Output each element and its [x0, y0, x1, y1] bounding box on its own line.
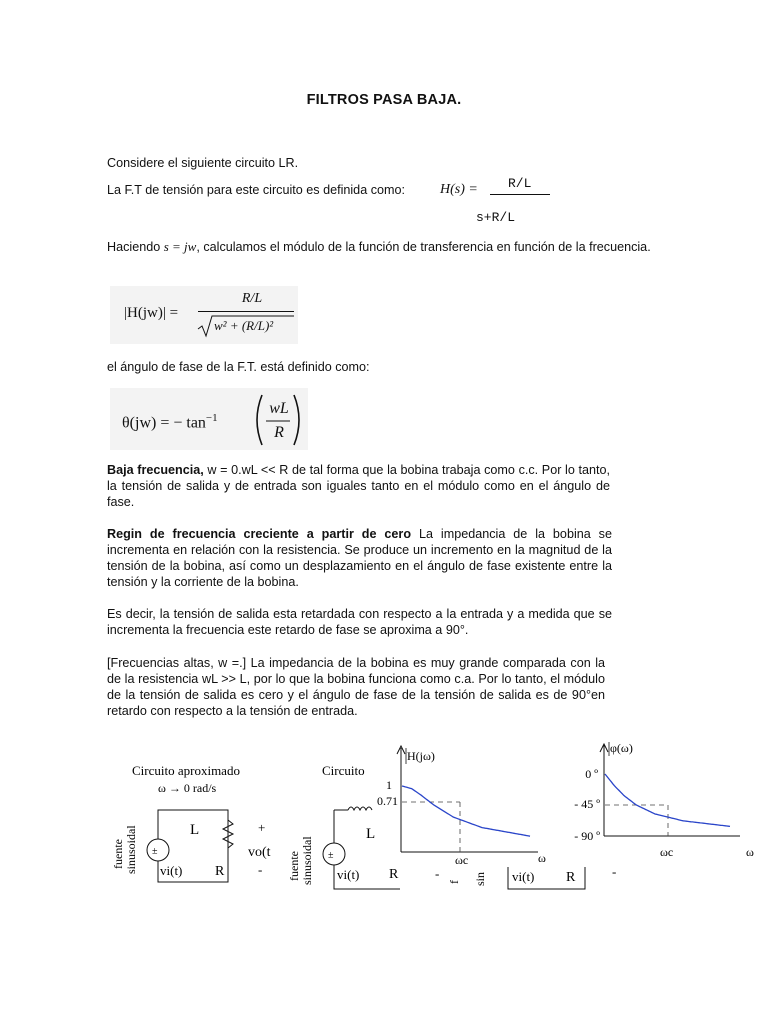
mag-tick-1: 1 — [386, 778, 392, 792]
hs-lhs: H(s) = — [440, 182, 478, 197]
vi-label-1: vi(t) — [160, 863, 183, 878]
paragraph-phase-delay: Es decir, la tensión de salida esta retardada con respecto a la entrada y a medida que se incrementa la frecuencia este retardo de fase se aproxima a 90°. — [107, 607, 612, 637]
inductor-label-1: L — [190, 822, 200, 838]
angle-text: el ángulo de fase de la F.T. está definido como: — [107, 360, 370, 374]
paragraph-low-freq: Baja frecuencia, w = 0.wL << R de tal forma que la bobina trabaja como c.c. Por lo tanto, la tensión de salida y de entrada son iguales tanto en el módulo como en el ángulo de fase. — [107, 463, 610, 509]
vo-label-1: vo(t — [248, 845, 271, 860]
modulus-formula — [110, 286, 298, 344]
phase-tick-45: - 45 º — [574, 797, 600, 811]
haciendo-text: Haciendo s = jw, calculamos el módulo de la función de transferencia en función de la frecuencia. — [107, 239, 651, 254]
fuente-label-2: fuente — [287, 851, 301, 881]
figure — [100, 734, 768, 896]
mag-wc-label: ωc — [455, 853, 469, 867]
theta-numerator: wL — [269, 400, 289, 417]
fuente-label-1: fuente — [111, 839, 125, 869]
mod-fraction-bar — [198, 311, 294, 312]
hs-fraction-bar — [490, 194, 550, 195]
theta-denominator: R — [274, 424, 284, 441]
mag-w-label: ω — [538, 851, 546, 865]
sinusoidal-label-1: sinusoidal — [124, 825, 138, 874]
mod-denominator: w² + (R/L)² — [214, 318, 274, 333]
vi-label-3: vi(t) — [512, 869, 535, 884]
phase-tick-90: - 90 º — [574, 829, 600, 843]
circuit-approx-title: Circuito aproximado — [132, 763, 240, 778]
circuit-approx-sub: ω → 0 rad/s — [158, 781, 217, 795]
minus-label-2: - — [435, 866, 440, 881]
vi-label-2: vi(t) — [337, 867, 360, 882]
intro-text: Considere el siguiente circuito LR. — [107, 156, 299, 170]
resistor-label-1: R — [215, 864, 225, 879]
resistor-label-3: R — [566, 870, 576, 885]
plus-label-1: + — [258, 820, 266, 835]
sinusoidal-label-2: sinusoidal — [300, 836, 314, 885]
svg-text:±: ± — [328, 850, 334, 861]
phase-label: φ(ω) — [610, 741, 633, 755]
minus-label-1: - — [258, 862, 263, 877]
circuit-2-title: Circuito — [322, 763, 365, 778]
inductor-label-2: L — [366, 826, 376, 842]
phase-tick-0: 0 º — [585, 767, 598, 781]
phase-w-label: ω — [746, 845, 754, 859]
mag-tick-071: 0.71 — [377, 794, 398, 808]
paragraph-high-freq: [Frecuencias altas, w =.] La impedancia de la bobina es muy grande comparada con la de la resistencia wL >> L, por lo que la bobina funciona como c.a. Por lo tanto, el módulo de la tensión de salida es cero y el ángulo de fase de la tensión de salida es de 90°en retardo con respecto a la tensión de entrada. — [107, 656, 605, 718]
hs-numerator: R/L — [508, 176, 532, 191]
paragraph-increasing-freq: Regin de frecuencia creciente a partir de cero La impedancia de la bobina se incrementa en relación con la resistencia. Se produce un incremento en la magnitud de la tensión de la bobina, así como un desplazamiento en el ángulo de fase existente entre la tensión y la corriente de la bobina. — [107, 527, 612, 589]
theta-formula — [110, 388, 308, 450]
theta-lhs: θ(jw) = − tan — [122, 414, 206, 432]
f-label: f — [447, 880, 461, 884]
svg-text:±: ± — [152, 846, 158, 857]
mod-numerator: R/L — [241, 291, 263, 306]
hs-denominator: s+R/L — [476, 210, 516, 225]
page-title: FILTROS PASA BAJA. — [306, 92, 462, 108]
mod-lhs: |H(jw)| = — [124, 305, 179, 321]
phase-wc-label: ωc — [660, 845, 674, 859]
theta-exp: −1 — [205, 412, 218, 424]
ft-text: La F.T de tensión para este circuito es definida como: — [107, 183, 405, 197]
resistor-label-2: R — [389, 867, 399, 882]
source-icon-2 — [323, 843, 345, 865]
source-icon-1 — [147, 839, 169, 861]
sin-label: sin — [473, 871, 487, 886]
minus-label-3: - — [612, 864, 617, 879]
mag-label: H(jω) — [407, 749, 435, 763]
